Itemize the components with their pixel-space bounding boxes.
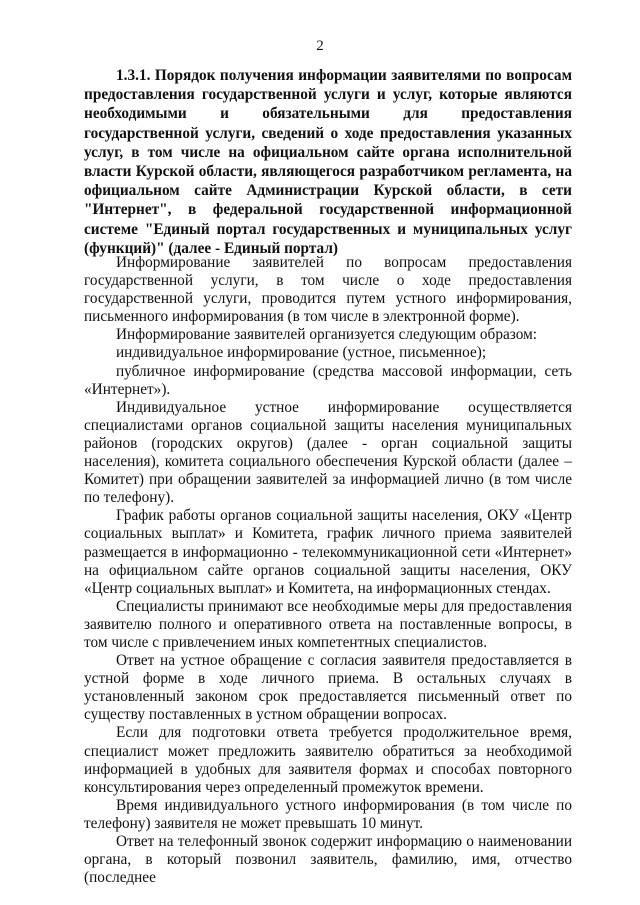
- paragraph: Если для подготовки ответа требуется продолжительное время, специалист может предложить заявителю обратиться за необходимой информацией в удобных для заявителя формах и способах повторного консультирования через определенный промежуток времени.: [84, 724, 572, 796]
- paragraph: индивидуальное информирование (устное, письменное);: [116, 344, 487, 362]
- body-text: [84, 254, 572, 887]
- paragraph: Информирование заявителей по вопросам предоставления государственной услуги, в том числе о ходе предоставления государственной услуги, проводится путем устного информирования, письменного информирования (в том числе в электронной форме).: [84, 254, 572, 326]
- paragraph: Время индивидуального устного информирования (в том числе по телефону) заявителя не может превышать 10 минут.: [84, 796, 572, 832]
- paragraph: Индивидуальное устное информирование осуществляется специалистами органов социальной защиты населения муниципальных районов (городских округов) (далее - орган социальной защиты населения), комитета социального обеспечения Курской области (далее – Комитет) при обращении заявителей за информацией лично (в том числе по телефону).: [84, 398, 572, 507]
- paragraph: Ответ на устное обращение с согласия заявителя предоставляется в устной форме в ходе личного приема. В остальных случаях в установленный законом срок предоставляется письменный ответ по существу поставленных в устном обращении вопросах.: [84, 652, 572, 724]
- paragraph: График работы органов социальной защиты населения, ОКУ «Центр социальных выплат» и Комитета, график личного приема заявителей размещается в информационно - телекоммуникационной сети «Интернет» на официальном сайте органов социальной защиты населения, ОКУ «Центр социальных выплат» и Комитета, на информационных стендах.: [84, 507, 572, 597]
- paragraph: Специалисты принимают все необходимые меры для предоставления заявителю полного и оперативного ответа на поставленные вопросы, в том числе с привлечением иных компетентных специалистов.: [84, 597, 572, 651]
- paragraph: Информирование заявителей организуется следующим образом:: [116, 326, 538, 344]
- page-number: 2: [316, 38, 324, 54]
- paragraph: публичное информирование (средства массовой информации, сеть «Интернет»).: [84, 362, 572, 398]
- paragraph: Ответ на телефонный звонок содержит информацию о наименовании органа, в который позвонил заявитель, фамилию, имя, отчество (последнее: [84, 833, 572, 887]
- section-heading: 1.3.1. Порядок получения информации заявителями по вопросам предоставления государственной услуги и услуг, которые являются необходимыми и обязательными для предоставления государственной услуги, сведений о ходе предоставления указанных услуг, в том числе на официальном сайте органа исполнительной власти Курской области, являющегося разработчиком регламента, на официальном сайте Администрации Курской области, в сети "Интернет", в федеральной государственной информационной системе "Единый портал государственных и муниципальных услуг (функций)" (далее - Единый портал): [84, 67, 572, 257]
